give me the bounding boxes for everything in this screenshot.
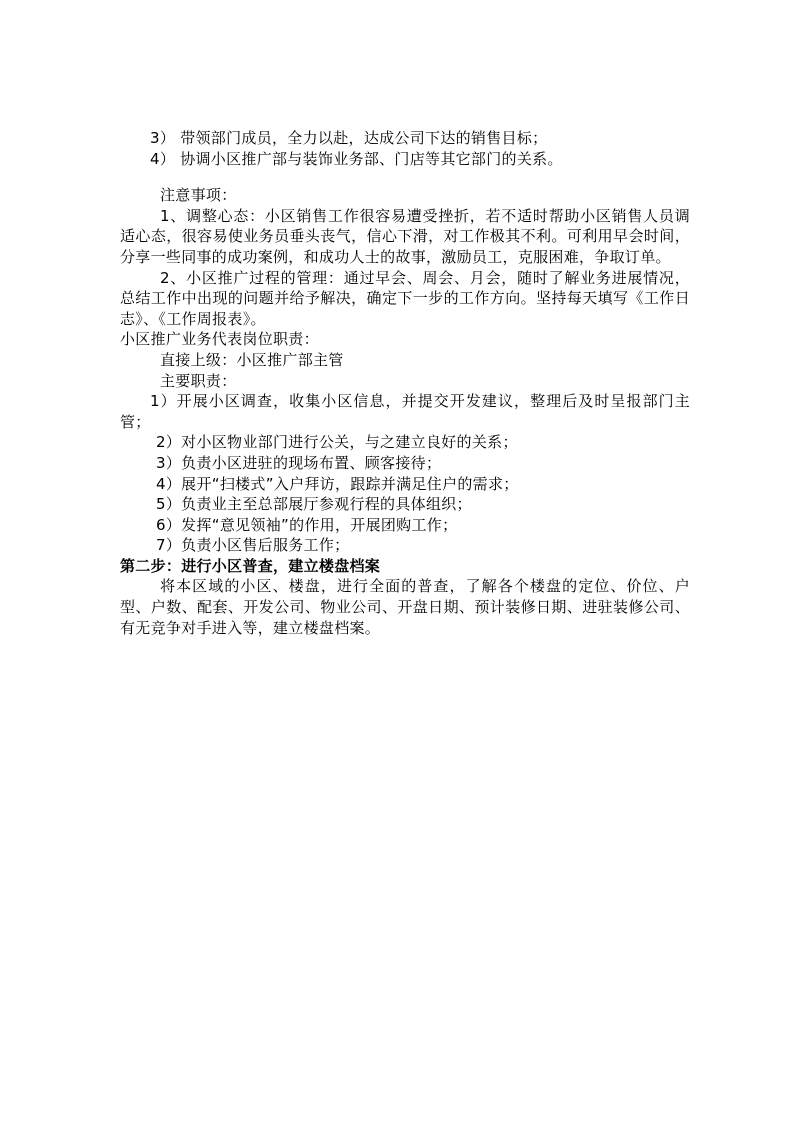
main-duties-heading: 主要职责： bbox=[160, 371, 237, 390]
spacer bbox=[120, 169, 690, 185]
notes-heading: 注意事项： bbox=[160, 186, 237, 205]
document-body bbox=[120, 128, 690, 638]
duty-item-7: 7）负责小区售后服务工作； bbox=[156, 536, 350, 555]
step2-paragraph: 将本区域的小区、楼盘，进行全面的普查，了解各个楼盘的定位、价位、户型、户数、配套、开发公司、物业公司、开盘日期、预计装修日期、进驻装修公司、有无竞争对手进入等，建立楼盘档案。 bbox=[120, 577, 690, 637]
duty-item-3: 3）负责小区进驻的现场布置、顾客接待； bbox=[156, 453, 442, 472]
list-item-4: 4） 协调小区推广部与装饰业务部、门店等其它部门的关系。 bbox=[150, 149, 563, 168]
list-item-3: 3） 带领部门成员，全力以赴，达成公司下达的销售目标； bbox=[150, 129, 548, 147]
duty-item-1: 1）开展小区调查，收集小区信息，并提交开发建议，整理后及时呈报部门主管； bbox=[120, 392, 690, 431]
duty-item-2: 2）对小区物业部门进行公关，与之建立良好的关系； bbox=[156, 433, 518, 452]
rep-duties-title: 小区推广业务代表岗位职责： bbox=[120, 330, 319, 349]
duty-item-6: 6）发挥“意见领袖”的作用，开展团购工作； bbox=[156, 515, 458, 534]
direct-superior: 直接上级：小区推广部主管 bbox=[160, 350, 344, 369]
notes-paragraph-2: 2、小区推广过程的管理：通过早会、周会、月会，随时了解业务进展情况，总结工作中出现的问题并给予解决，确定下一步的工作方向。坚持每天填写《工作日志》、《工作周报表》。 bbox=[120, 268, 690, 328]
step2-heading: 第二步：进行小区普查，建立楼盘档案 bbox=[120, 556, 381, 575]
duty-item-4: 4）展开“扫楼式”入户拜访，跟踪并满足住户的需求； bbox=[156, 474, 519, 493]
duty-item-5: 5）负责业主至总部展厅参观行程的具体组织； bbox=[156, 495, 472, 514]
notes-paragraph-1: 1、调整心态：小区销售工作很容易遭受挫折，若不适时帮助小区销售人员调适心态，很容易使业务员垂头丧气，信心下滑，对工作极其不利。可利用早会时间，分享一些同事的成功案例，和成功人士的故事，激励员工，克服困难，争取订单。 bbox=[120, 206, 690, 266]
